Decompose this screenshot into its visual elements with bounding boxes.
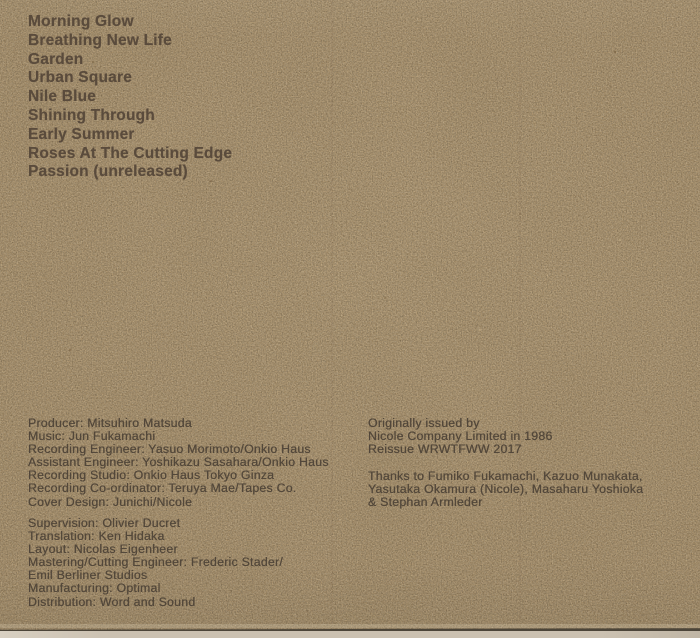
paper-crease [331, 0, 333, 624]
track-title: Roses At The Cutting Edge [28, 144, 233, 162]
track-title: Breathing New Life [28, 31, 172, 49]
sleeve-edge-highlight [0, 624, 700, 628]
scan-background-strip [0, 631, 700, 638]
credit-line: Cover Design: Junichi/Nicole [28, 494, 193, 509]
track-title: Early Summer [28, 125, 135, 143]
credit-line: Emil Berliner Studios [28, 568, 148, 583]
thanks-note [368, 470, 643, 509]
tracklist [28, 13, 232, 182]
track-title: Morning Glow [28, 13, 134, 30]
credit-line: Distribution: Word and Sound [28, 594, 196, 609]
credit-line: Mastering/Cutting Engineer: Frederic Stader/ [28, 555, 284, 570]
credit-line: Translation: Ken Hidaka [28, 529, 165, 544]
thanks-line: Yasutaka Okamura (Nicole), Masaharu Yoshioka [368, 482, 644, 497]
track-title: Urban Square [28, 69, 133, 87]
track-title: Passion (unreleased) [28, 163, 188, 181]
track-title: Garden [28, 50, 84, 68]
issue-line: Originally issued by [368, 416, 480, 430]
issue-line: Nicole Company Limited in 1986 [368, 429, 553, 444]
production-credits [28, 417, 329, 509]
issue-line: Reissue WRWTFWW 2017 [368, 442, 522, 457]
credit-line: Producer: Mitsuhiro Matsuda [28, 416, 192, 430]
track-title: Nile Blue [28, 88, 97, 106]
credit-line: Recording Engineer: Yasuo Morimoto/Onkio Haus [28, 442, 311, 457]
credit-line: Recording Co-ordinator: Teruya Mae/Tapes Co. [28, 481, 297, 496]
credit-line: Assistant Engineer: Yoshikazu Sasahara/Onkio Haus [28, 455, 329, 470]
credit-line: Music: Jun Fukamachi [28, 429, 156, 444]
credit-line: Manufacturing: Optimal [28, 581, 161, 596]
credit-line: Supervision: Olivier Ducret [28, 516, 181, 530]
credit-line: Layout: Nicolas Eigenheer [28, 542, 178, 557]
issue-info [368, 417, 553, 456]
thanks-line: & Stephan Armleder [368, 495, 483, 510]
thanks-line: Thanks to Fumiko Fukamachi, Kazuo Munakata, [368, 469, 643, 483]
paper-crease [519, 0, 521, 624]
credit-line: Recording Studio: Onkio Haus Tokyo Ginza [28, 468, 275, 483]
reissue-credits [28, 517, 283, 609]
track-title: Shining Through [28, 106, 155, 124]
